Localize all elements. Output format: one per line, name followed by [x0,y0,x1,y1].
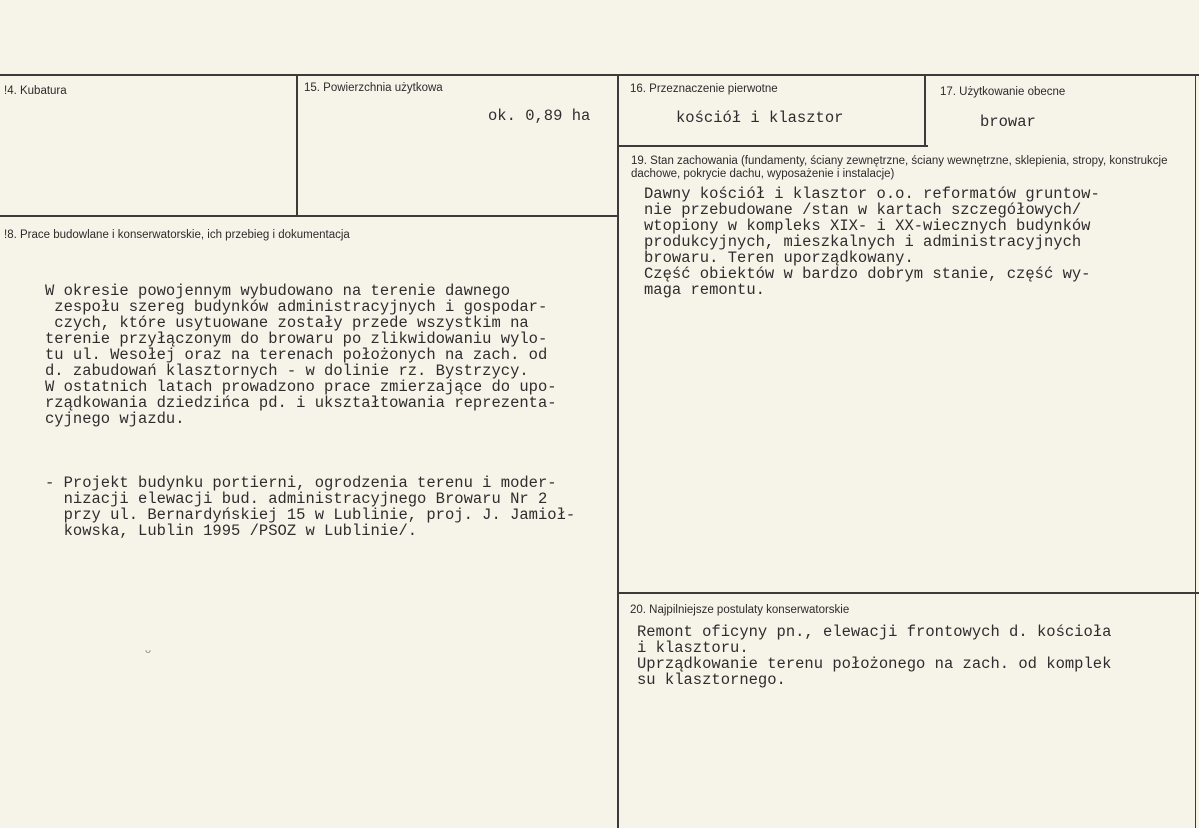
field-16-label: 16. Przeznaczenie pierwotne [630,83,778,95]
field-19-label: 19. Stan zachowania (fundamenty, ściany zewnętrzne, ściany wewnętrzne, sklepienia, stropy, konstrukcje dachowe, pokrycie dachu, wyposażenie i instalacje) [631,155,1168,180]
field-20-top-rule [618,592,1199,594]
field-18-paragraph-2: - Projekt budynku portierni, ogrodzenia terenu i moder- nizacji elewacji bud. administracyjnego Browaru Nr 2 przy ul. Bernardyńskiej 15 w Lublinie, proj. J. Jamioł- kowska, Lublin 1995 /PSOZ w Lublinie/. [45,474,576,540]
field-18-top-rule [0,215,618,217]
right-edge-rule [1195,74,1196,828]
field-20-text: Remont oficyny pn., elewacji frontowych d. kościoła i klasztoru. Uprządkowanie terenu położonego na zach. od komplek su klasztornego. [637,623,1112,689]
field-17-label: 17. Użytkowanie obecne [940,86,1066,98]
divider-16-17 [924,74,926,146]
top-rule [0,74,1199,76]
field-15-label: 15. Powierzchnia użytkowa [304,82,443,94]
field-18-label: !8. Prace budowlane i konserwatorskie, ich przebieg i dokumentacja [4,229,350,241]
field-18-text-block [45,251,575,555]
divider-main [617,74,619,828]
field-15-value: ok. 0,89 ha [488,107,591,125]
speck-mark: ᴗ [145,645,152,656]
field-17-value: browar [980,113,1036,131]
field-20-label: 20. Najpilniejsze postulaty konserwatorskie [630,604,850,616]
field-19-text: Dawny kościół i klasztor o.o. reformatów gruntow- nie przebudowane /stan w kartach szczegółowych/ wtopiony w kompleks XIX- i XX-wiecznych budynków produkcyjnych, mieszkalnych i administracyjnych browaru. Teren uporządkowany. Część obiektów w bardzo dobrym stanie, część wy- maga remontu. [644,185,1100,299]
field-19-top-rule [618,145,928,147]
divider-14-15 [296,74,298,216]
field-14-label: !4. Kubatura [4,85,67,97]
field-16-value: kościół i klasztor [676,109,844,127]
field-18-paragraph-1: W okresie powojennym wybudowano na terenie dawnego zespołu szereg budynków administracyjnych i gospodar- czych, które usytuowane zostały przede wszystkim na terenie przyłączonym do browaru po zlikwidowaniu wylo- tu ul. Wesołej oraz na terenach położonych na zach. od d. zabudowań klasztornych - w dolinie rz. Bystrzycy. W ostatnich latach prowadzono prace zmierzające do upo- rządkowania dziedzińca pd. i ukształtowania reprezenta- cyjnego wjazdu. [45,282,557,428]
